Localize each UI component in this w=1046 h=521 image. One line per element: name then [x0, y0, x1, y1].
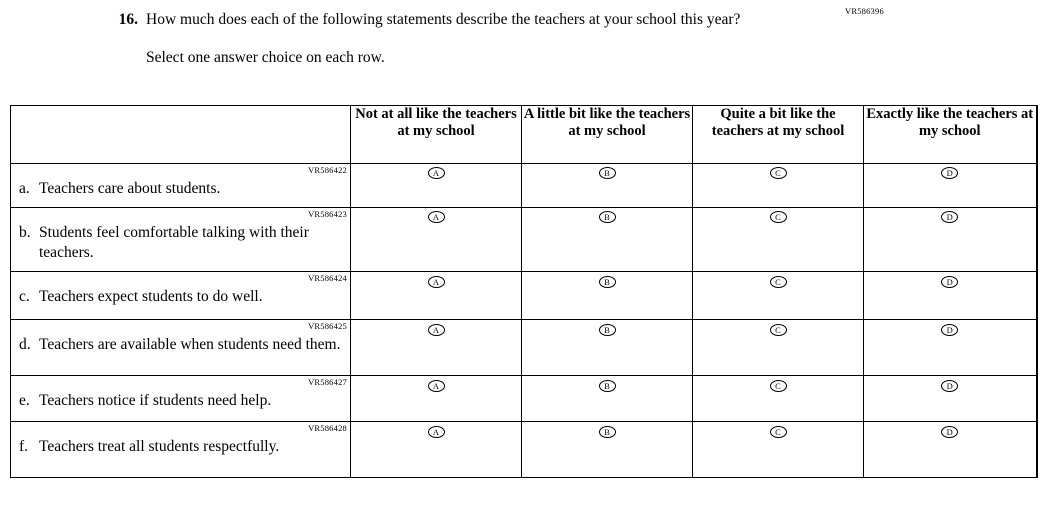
question-block — [108, 10, 838, 69]
question-number: 16. — [118, 11, 138, 28]
radio-c-2[interactable] — [522, 272, 693, 320]
radio-e-4[interactable] — [864, 376, 1037, 422]
bubble-letter[interactable]: D — [941, 167, 958, 179]
bubble-letter[interactable]: B — [599, 380, 616, 392]
radio-f-3[interactable] — [693, 422, 864, 478]
radio-c-4[interactable] — [864, 272, 1037, 320]
radio-b-1[interactable] — [351, 208, 522, 272]
bubble-letter[interactable]: D — [941, 426, 958, 438]
item-code-a: VR586422 — [308, 165, 347, 175]
bubble-letter[interactable]: D — [941, 276, 958, 288]
bubble-letter[interactable]: C — [770, 276, 787, 288]
item-code-c: VR586424 — [308, 273, 347, 284]
bubble-letter[interactable]: B — [599, 426, 616, 438]
item-code-e: VR586427 — [308, 377, 347, 388]
table-row — [11, 422, 1037, 478]
row-stem-a — [11, 164, 351, 208]
bubble-letter[interactable]: A — [428, 426, 445, 438]
column-header-option-2: A little bit like the teachers at my school — [522, 106, 693, 164]
bubble-letter[interactable]: B — [599, 324, 616, 336]
row-letter-f: f. — [19, 438, 29, 456]
radio-d-2[interactable] — [522, 320, 693, 376]
page-survey-code: VR586396 — [845, 6, 884, 16]
bubble-letter[interactable]: C — [770, 211, 787, 223]
row-stem-c — [11, 272, 351, 320]
bubble-letter[interactable]: A — [428, 380, 445, 392]
radio-b-3[interactable] — [693, 208, 864, 272]
radio-e-3[interactable] — [693, 376, 864, 422]
row-text-f: Teachers treat all students respectfully. — [39, 438, 280, 456]
column-header-option-1: Not at all like the teachers at my school — [351, 106, 522, 164]
row-text-c: Teachers expect students to do well. — [39, 288, 263, 306]
row-stem-d — [11, 320, 351, 376]
response-matrix — [10, 105, 1038, 478]
table-row — [11, 164, 1037, 208]
radio-e-2[interactable] — [522, 376, 693, 422]
bubble-letter[interactable]: C — [770, 380, 787, 392]
table-row — [11, 376, 1037, 422]
row-letter-d: d. — [19, 336, 31, 354]
row-letter-b: b. — [19, 224, 31, 242]
radio-d-3[interactable] — [693, 320, 864, 376]
bubble-letter[interactable]: A — [428, 167, 445, 179]
column-header-option-3: Quite a bit like the teachers at my school — [693, 106, 864, 164]
column-header-option-4: Exactly like the teachers at my school — [864, 106, 1037, 164]
bubble-letter[interactable]: B — [599, 211, 616, 223]
radio-d-4[interactable] — [864, 320, 1037, 376]
radio-a-1[interactable] — [351, 164, 522, 208]
bubble-letter[interactable]: D — [941, 324, 958, 336]
bubble-letter[interactable]: B — [599, 167, 616, 179]
item-code-f: VR586428 — [308, 423, 347, 434]
radio-b-4[interactable] — [864, 208, 1037, 272]
row-letter-a: a. — [19, 180, 30, 197]
bubble-letter[interactable]: A — [428, 324, 445, 336]
radio-f-4[interactable] — [864, 422, 1037, 478]
row-stem-b — [11, 208, 351, 272]
bubble-letter[interactable]: A — [428, 211, 445, 223]
matrix-corner-cell — [11, 106, 351, 164]
table-row — [11, 320, 1037, 376]
radio-c-1[interactable] — [351, 272, 522, 320]
row-text-a: Teachers care about students. — [39, 180, 221, 197]
radio-a-2[interactable] — [522, 164, 693, 208]
question-text: How much does each of the following statements describe the teachers at your school this year? — [146, 11, 741, 28]
radio-f-1[interactable] — [351, 422, 522, 478]
row-text-b: Students feel comfortable talking with their teachers. — [39, 224, 309, 262]
bubble-letter[interactable]: B — [599, 276, 616, 288]
bubble-letter[interactable]: D — [941, 380, 958, 392]
bubble-letter[interactable]: C — [770, 167, 787, 179]
row-text-d: Teachers are available when students need them. — [39, 336, 341, 354]
item-code-d: VR586425 — [308, 321, 347, 332]
row-letter-e: e. — [19, 392, 30, 410]
bubble-letter[interactable]: A — [428, 276, 445, 288]
radio-c-3[interactable] — [693, 272, 864, 320]
table-row — [11, 208, 1037, 272]
item-code-b: VR586423 — [308, 209, 347, 220]
matrix-header-row — [11, 106, 1037, 164]
question-instruction: Select one answer choice on each row. — [146, 49, 385, 67]
bubble-letter[interactable]: D — [941, 211, 958, 223]
row-stem-e — [11, 376, 351, 422]
radio-e-1[interactable] — [351, 376, 522, 422]
radio-a-3[interactable] — [693, 164, 864, 208]
radio-b-2[interactable] — [522, 208, 693, 272]
row-letter-c: c. — [19, 288, 30, 306]
radio-f-2[interactable] — [522, 422, 693, 478]
bubble-letter[interactable]: C — [770, 324, 787, 336]
radio-d-1[interactable] — [351, 320, 522, 376]
bubble-letter[interactable]: C — [770, 426, 787, 438]
row-stem-f — [11, 422, 351, 478]
table-row — [11, 272, 1037, 320]
row-text-e: Teachers notice if students need help. — [39, 392, 272, 410]
question-heading — [108, 10, 838, 30]
radio-a-4[interactable] — [864, 164, 1037, 208]
